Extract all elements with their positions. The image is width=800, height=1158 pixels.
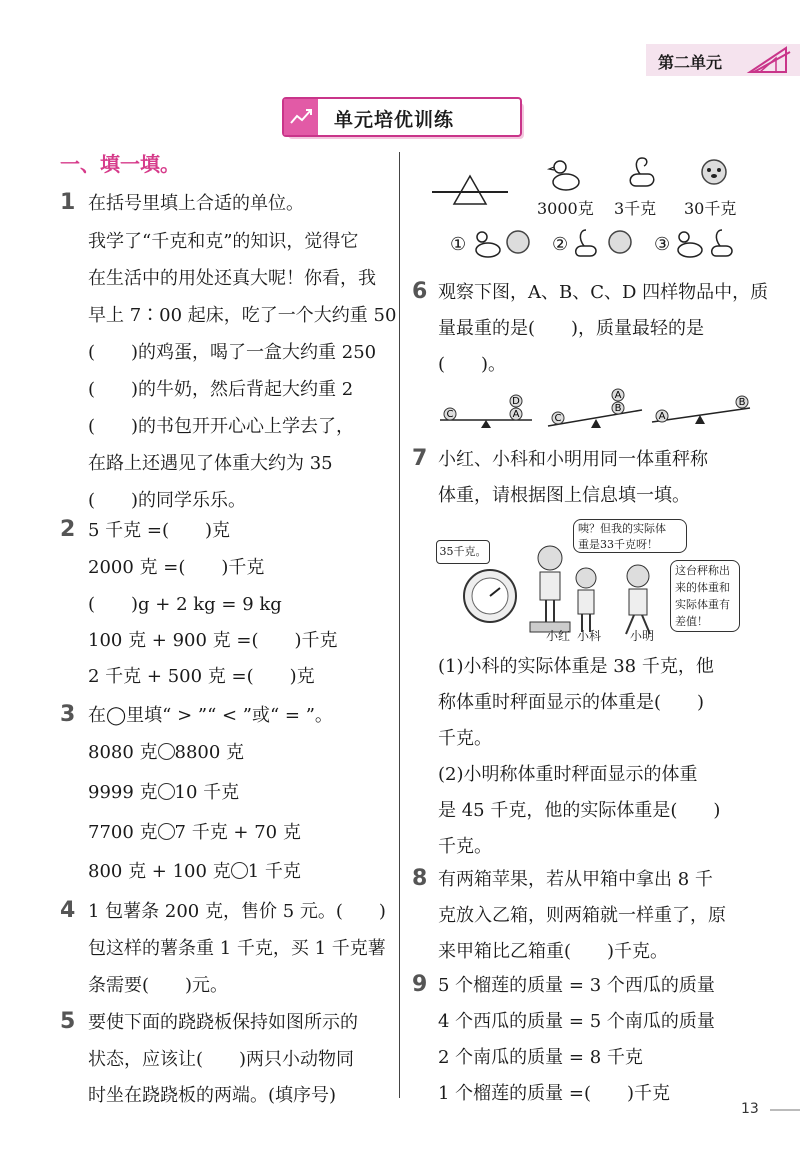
q6-number: 6 [412, 279, 428, 304]
title-box [282, 97, 522, 137]
q9-number: 9 [412, 972, 428, 997]
name-label: 小红 [546, 629, 571, 643]
name-label: 小科 [577, 629, 602, 643]
triangle-ruler-icon [746, 46, 796, 74]
q4-line: 包这样的薯条重 1 千克，买 1 千克薯 [88, 938, 386, 959]
q6-line: 量最重的是( )，质量最轻的是 [438, 318, 705, 339]
q9-line: 1 个榴莲的质量 =( )千克 [438, 1083, 671, 1104]
chart-trend-icon [284, 99, 318, 135]
q1-line: ( )的鸡蛋，喝了一盒大约重 250 [88, 342, 377, 363]
scale-bubble: 35千克。 [436, 540, 490, 564]
ball-b: B [614, 403, 622, 414]
q7-line: 体重，请根据图上信息填一填。 [438, 485, 690, 506]
q5-line: 时坐在跷跷板的两端。(填序号) [88, 1085, 337, 1106]
compare-circle[interactable] [231, 862, 248, 879]
q8-number: 8 [412, 866, 428, 891]
option-3-animals [674, 226, 744, 260]
weight-label: 30千克 [684, 199, 737, 218]
option-1-animals [470, 226, 536, 260]
q7-number: 7 [412, 446, 428, 471]
compare-circle[interactable] [158, 743, 175, 760]
footer-line [770, 1109, 800, 1111]
q6-line: 观察下图，A、B、C、D 四样物品中，质 [438, 282, 769, 303]
option-2-animals [572, 226, 638, 260]
q6-line: ( )。 [438, 354, 507, 375]
ball-a: A [658, 411, 666, 422]
weight-label: 3千克 [614, 199, 657, 218]
q2-number: 2 [60, 517, 76, 542]
q9-line: 2 个南瓜的质量 = 8 千克 [438, 1047, 643, 1068]
goose-icon [624, 152, 660, 192]
q4-number: 4 [60, 898, 76, 923]
q9-line: 5 个榴莲的质量 = 3 个西瓜的质量 [438, 975, 715, 996]
ball-d: D [512, 396, 520, 407]
seesaw-balls-figure [436, 384, 756, 434]
q8-line: 来甲箱比乙箱重( )千克。 [438, 941, 669, 962]
q1-line: 在路上还遇见了体重大约为 35 [88, 453, 333, 474]
seesaw-figure [430, 170, 510, 210]
q7-sub-line: 是 45 千克，他的实际体重是( ) [438, 800, 721, 821]
option-label[interactable]: ③ [654, 234, 671, 255]
q7-line: 小红、小科和小明用同一体重秤称 [438, 449, 708, 470]
girl-bubble: 咦？但我的实际体 重是33千克呀！ [573, 519, 687, 553]
option-label[interactable]: ② [552, 234, 569, 255]
q1-line: ( )的书包开开心心上学去了， [88, 416, 355, 437]
q2-line: 100 克 + 900 克 =( )千克 [88, 630, 338, 651]
q5-number: 5 [60, 1009, 76, 1034]
q1-line: ( )的同学乐乐。 [88, 490, 247, 511]
page-number: 13 [741, 1101, 759, 1117]
q1-line: 在生活中的用处还真大呢！你看，我 [88, 268, 376, 289]
q3-item: 9999 克 10 千克 [88, 782, 240, 803]
q2-line: 2000 克 =( )千克 [88, 557, 265, 578]
unit-label: 第二单元 [658, 53, 723, 72]
q2-line: ( )g + 2 kg = 9 kg [88, 594, 282, 615]
section-heading: 一、填一填。 [60, 152, 180, 176]
q7-sub-line: 千克。 [438, 836, 492, 857]
column-divider [399, 152, 400, 1098]
option-label[interactable]: ① [450, 234, 467, 255]
q7-sub-line: 称体重时秤面显示的体重是( ) [438, 692, 705, 713]
q1-line: 在括号里填上合适的单位。 [88, 193, 304, 214]
q5-line: 状态，应该让( )两只小动物同 [88, 1049, 355, 1070]
q1-number: 1 [60, 190, 76, 215]
q3-item: 7700 克 7 千克 + 70 克 [88, 822, 301, 843]
q3-number: 3 [60, 702, 76, 727]
q2-line: 2 千克 + 500 克 =( )克 [88, 666, 315, 687]
q1-line: 早上 7∶00 起床，吃了一个大约重 50 [88, 305, 397, 326]
q5-line: 要使下面的跷跷板保持如图所示的 [88, 1012, 358, 1033]
scale-dial-icon [460, 566, 520, 626]
q4-line: 条需要( )元。 [88, 975, 229, 996]
unit-tab [646, 44, 800, 76]
q8-line: 有两箱苹果，若从甲箱中拿出 8 千 [438, 869, 713, 890]
q2-line: 5 千克 =( )克 [88, 520, 231, 541]
q1-line: ( )的牛奶，然后背起大约重 2 [88, 379, 354, 400]
ball-c: C [554, 413, 562, 424]
q7-sub-line: (1)小科的实际体重是 38 千克，他 [438, 656, 714, 677]
boy-bubble: 这台秤称出 来的体重和 实际体重有 差值！ [670, 560, 740, 632]
dog-icon [696, 154, 732, 190]
q3-item: 800 克 + 100 克 1 千克 [88, 861, 301, 882]
ball-a: A [614, 390, 622, 401]
q4-line: 1 包薯条 200 克，售价 5 元。( ) [88, 901, 386, 922]
ball-b: B [738, 397, 746, 408]
q7-sub-line: 千克。 [438, 728, 492, 749]
ball-a: A [512, 409, 520, 420]
ball-c: C [446, 409, 454, 420]
compare-circle[interactable] [158, 823, 175, 840]
duck-icon [546, 156, 582, 192]
q9-line: 4 个西瓜的质量 = 5 个南瓜的质量 [438, 1011, 715, 1032]
q1-line: 我学了“千克和克”的知识，觉得它 [88, 231, 359, 252]
name-label: 小明 [630, 629, 655, 643]
compare-circle[interactable] [158, 783, 175, 800]
page-title: 单元培优训练 [334, 109, 455, 131]
q7-sub-line: (2)小明称体重时秤面显示的体重 [438, 764, 698, 785]
q3-intro: 在◯里填“ > ”“ < ”或“ = ”。 [88, 705, 333, 726]
q3-item: 8080 克 8800 克 [88, 742, 245, 763]
weight-label: 3000克 [537, 199, 594, 218]
q8-line: 克放入乙箱，则两箱就一样重了，原 [438, 905, 726, 926]
